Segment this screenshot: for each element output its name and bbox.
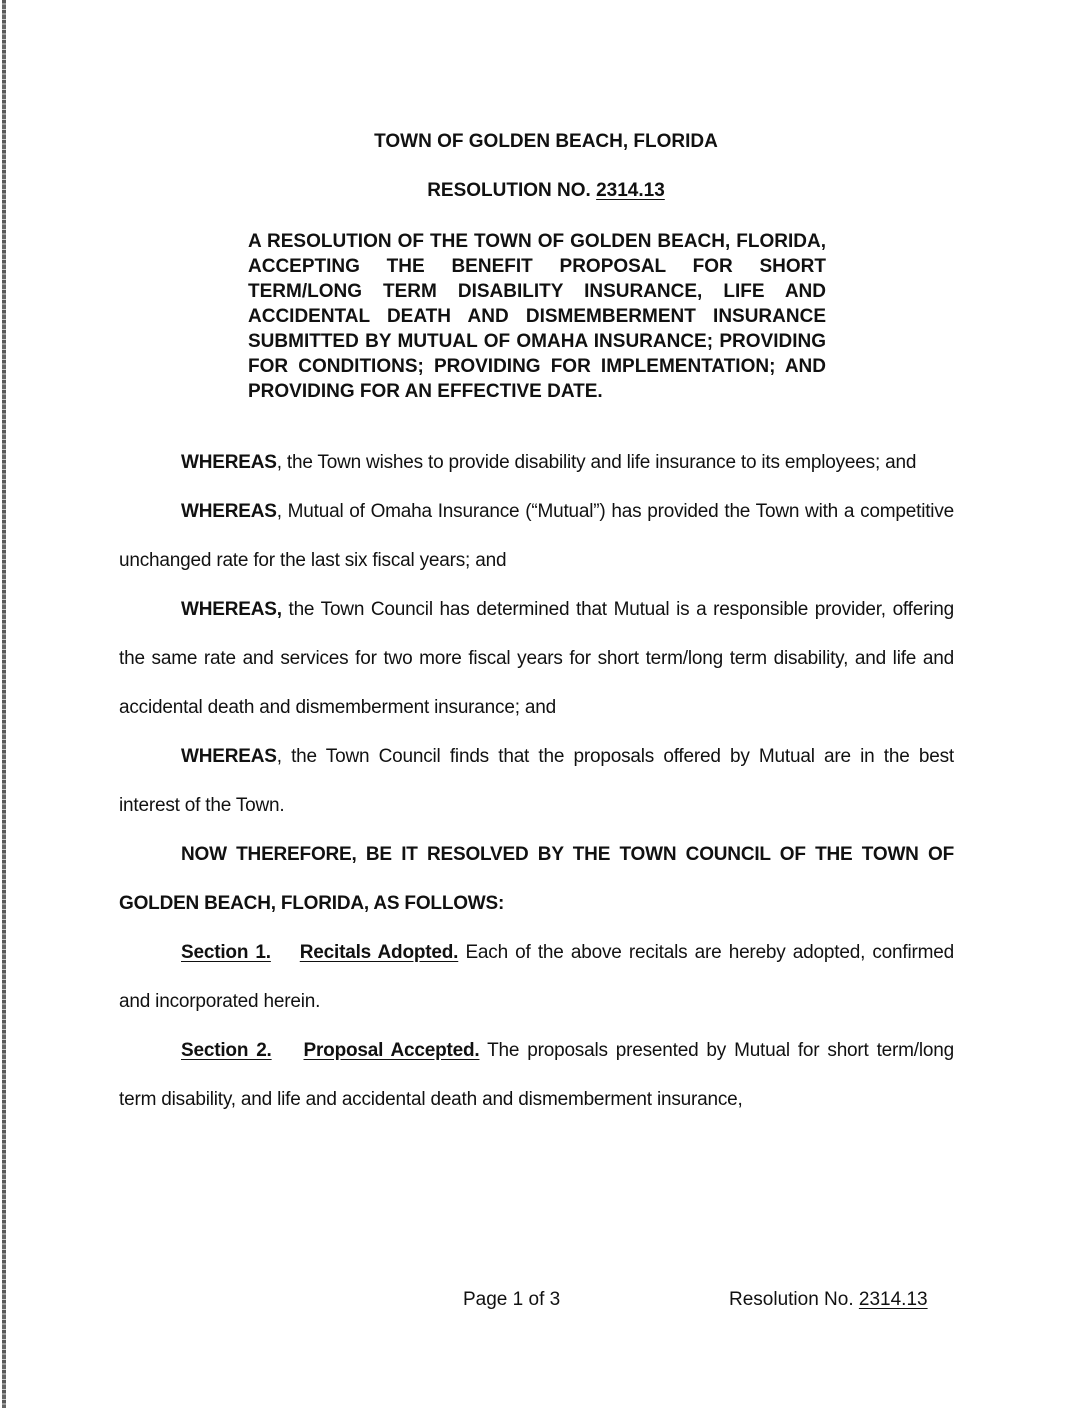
footer-resolution-number: 2314.13 bbox=[858, 1289, 928, 1310]
recital-lead: WHEREAS bbox=[181, 501, 277, 522]
section-2 bbox=[119, 1026, 954, 1124]
section-text: The proposals presented by Mutual for short term/long term disability, and life and accidental death and dismemberment insurance, bbox=[119, 1040, 954, 1110]
recital-2 bbox=[119, 487, 954, 585]
footer-resolution-label: Resolution No. bbox=[729, 1289, 854, 1310]
resolution-caption: A RESOLUTION OF THE TOWN OF GOLDEN BEACH, FLORIDA, ACCEPTING THE BENEFIT PROPOSAL FOR SHORT TERM/LONG TERM DISABILITY INSURANCE, LIFE AND ACCIDENTAL DEATH AND DISMEMBERMENT INSURANCE SUBMITTED BY MUTUAL OF OMAHA INSURANCE; PROVIDING FOR CONDITIONS; PROVIDING FOR IMPLEMENTATION; AND PROVIDING FOR AN EFFECTIVE DATE. bbox=[248, 231, 826, 402]
resolution-number: 2314.13 bbox=[596, 180, 665, 201]
recital-text: the Town Council has determined that Mutual is a responsible provider, offering the same rate and services for two more fiscal years for short term/long term disability, and life and accidental death and dismemberment insurance; and bbox=[119, 599, 954, 718]
resolution-label: RESOLUTION NO. bbox=[427, 180, 591, 201]
section-number: Section 2. bbox=[181, 1040, 272, 1061]
resolved-clause: NOW THEREFORE, BE IT RESOLVED BY THE TOWN COUNCIL OF THE TOWN OF GOLDEN BEACH, FLORIDA, AS FOLLOWS: bbox=[119, 844, 954, 914]
footer-resolution bbox=[729, 1289, 928, 1311]
recital-text: , Mutual of Omaha Insurance (“Mutual”) has provided the Town with a competitive unchanged rate for the last six fiscal years; and bbox=[119, 501, 954, 571]
section-heading: Recitals Adopted. bbox=[299, 942, 459, 963]
section-1 bbox=[119, 928, 954, 1026]
document-body bbox=[119, 438, 954, 1124]
section-text: Each of the above recitals are hereby adopted, confirmed and incorporated herein. bbox=[119, 942, 955, 1012]
recital-lead: WHEREAS bbox=[181, 746, 277, 767]
recital-3 bbox=[119, 585, 954, 732]
footer-page-number: Page 1 of 3 bbox=[463, 1289, 561, 1310]
recital-text: , the Town Council finds that the proposals offered by Mutual are in the best interest of the Town. bbox=[119, 746, 954, 816]
recital-4 bbox=[119, 732, 954, 830]
section-number: Section 1. bbox=[181, 942, 271, 963]
document-title: TOWN OF GOLDEN BEACH, FLORIDA bbox=[374, 131, 718, 152]
recital-1 bbox=[119, 438, 954, 487]
recital-lead: WHEREAS bbox=[181, 452, 277, 473]
section-heading: Proposal Accepted. bbox=[303, 1040, 480, 1061]
resolution-heading bbox=[0, 180, 1092, 202]
recital-text: , the Town wishes to provide disability and life insurance to its employees; and bbox=[276, 452, 917, 473]
recital-lead: WHEREAS, bbox=[181, 599, 282, 620]
